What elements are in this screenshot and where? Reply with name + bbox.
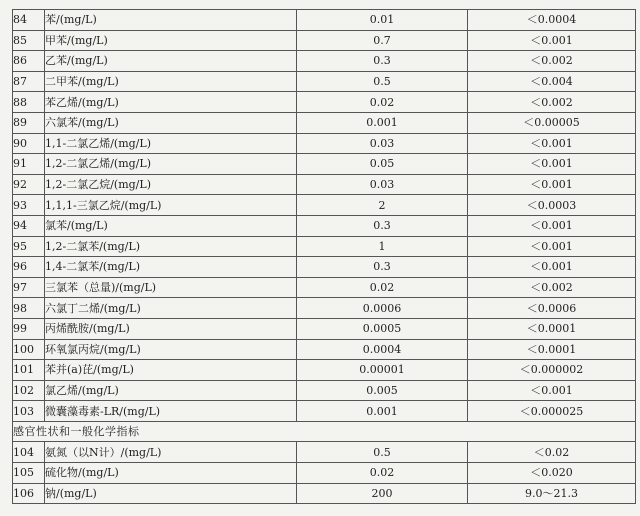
result-value: ＜0.0004 bbox=[468, 10, 636, 31]
table-row bbox=[13, 277, 636, 298]
result-value: ＜0.001 bbox=[468, 257, 636, 278]
section-row bbox=[13, 421, 636, 442]
limit-value: 0.7 bbox=[297, 30, 468, 51]
table-row bbox=[13, 257, 636, 278]
parameter-name: 氨氮（以N计）/(mg/L) bbox=[45, 442, 297, 463]
table-row bbox=[13, 154, 636, 175]
limit-value: 1 bbox=[297, 236, 468, 257]
row-number: 94 bbox=[13, 215, 45, 236]
limit-value: 0.03 bbox=[297, 133, 468, 154]
limit-value: 0.0004 bbox=[297, 339, 468, 360]
table-row bbox=[13, 174, 636, 195]
table-row bbox=[13, 380, 636, 401]
limit-value: 0.03 bbox=[297, 174, 468, 195]
table-row bbox=[13, 463, 636, 484]
limit-value: 0.3 bbox=[297, 215, 468, 236]
section-heading: 感官性状和一般化学指标 bbox=[13, 421, 636, 442]
row-number: 101 bbox=[13, 360, 45, 381]
row-number: 87 bbox=[13, 71, 45, 92]
parameter-name: 六氯苯/(mg/L) bbox=[45, 112, 297, 133]
parameter-name: 硫化物/(mg/L) bbox=[45, 463, 297, 484]
parameter-name: 1,1,1-三氯乙烷/(mg/L) bbox=[45, 195, 297, 216]
result-value: ＜0.004 bbox=[468, 71, 636, 92]
parameter-name: 甲苯/(mg/L) bbox=[45, 30, 297, 51]
limit-value: 0.5 bbox=[297, 71, 468, 92]
table-row bbox=[13, 133, 636, 154]
result-value: ＜0.001 bbox=[468, 30, 636, 51]
parameter-name: 苯乙烯/(mg/L) bbox=[45, 92, 297, 113]
parameter-name: 环氧氯丙烷/(mg/L) bbox=[45, 339, 297, 360]
result-value: ＜0.00005 bbox=[468, 112, 636, 133]
row-number: 92 bbox=[13, 174, 45, 195]
table-row bbox=[13, 112, 636, 133]
result-value: ＜0.0003 bbox=[468, 195, 636, 216]
parameter-name: 三氯苯（总量)/(mg/L) bbox=[45, 277, 297, 298]
row-number: 99 bbox=[13, 318, 45, 339]
row-number: 97 bbox=[13, 277, 45, 298]
row-number: 89 bbox=[13, 112, 45, 133]
limit-value: 0.02 bbox=[297, 277, 468, 298]
parameter-name: 乙苯/(mg/L) bbox=[45, 51, 297, 72]
row-number: 95 bbox=[13, 236, 45, 257]
parameter-name: 1,2-二氯乙烷/(mg/L) bbox=[45, 174, 297, 195]
water-quality-table bbox=[12, 9, 636, 504]
limit-value: 0.05 bbox=[297, 154, 468, 175]
table-row bbox=[13, 360, 636, 381]
result-value: ＜0.002 bbox=[468, 277, 636, 298]
table-row bbox=[13, 30, 636, 51]
table-row bbox=[13, 10, 636, 31]
row-number: 88 bbox=[13, 92, 45, 113]
result-value: ＜0.002 bbox=[468, 92, 636, 113]
result-value: ＜0.001 bbox=[468, 215, 636, 236]
limit-value: 0.001 bbox=[297, 112, 468, 133]
limit-value: 0.02 bbox=[297, 463, 468, 484]
row-number: 84 bbox=[13, 10, 45, 31]
result-value: ＜0.001 bbox=[468, 236, 636, 257]
table-row bbox=[13, 318, 636, 339]
table-row bbox=[13, 401, 636, 422]
row-number: 85 bbox=[13, 30, 45, 51]
parameter-name: 1,1-二氯乙烯/(mg/L) bbox=[45, 133, 297, 154]
limit-value: 0.5 bbox=[297, 442, 468, 463]
parameter-name: 苯/(mg/L) bbox=[45, 10, 297, 31]
table-row bbox=[13, 442, 636, 463]
row-number: 96 bbox=[13, 257, 45, 278]
row-number: 103 bbox=[13, 401, 45, 422]
result-value: ＜0.0001 bbox=[468, 318, 636, 339]
result-value: ＜0.000002 bbox=[468, 360, 636, 381]
parameter-name: 苯并(a)芘/(mg/L) bbox=[45, 360, 297, 381]
row-number: 91 bbox=[13, 154, 45, 175]
parameter-name: 1,4-二氯苯/(mg/L) bbox=[45, 257, 297, 278]
limit-value: 0.0005 bbox=[297, 318, 468, 339]
result-value: ＜0.001 bbox=[468, 154, 636, 175]
limit-value: 2 bbox=[297, 195, 468, 216]
parameter-name: 六氯丁二烯/(mg/L) bbox=[45, 298, 297, 319]
limit-value: 0.001 bbox=[297, 401, 468, 422]
limit-value: 200 bbox=[297, 483, 468, 504]
parameter-name: 氯苯/(mg/L) bbox=[45, 215, 297, 236]
result-value: ＜0.0001 bbox=[468, 339, 636, 360]
table-row bbox=[13, 71, 636, 92]
result-value: 9.0～21.3 bbox=[468, 483, 636, 504]
parameter-name: 二甲苯/(mg/L) bbox=[45, 71, 297, 92]
result-value: ＜0.001 bbox=[468, 380, 636, 401]
parameter-name: 氯乙烯/(mg/L) bbox=[45, 380, 297, 401]
table-row bbox=[13, 339, 636, 360]
parameter-name: 1,2-二氯苯/(mg/L) bbox=[45, 236, 297, 257]
table-row bbox=[13, 92, 636, 113]
result-value: ＜0.0006 bbox=[468, 298, 636, 319]
result-value: ＜0.000025 bbox=[468, 401, 636, 422]
limit-value: 0.01 bbox=[297, 10, 468, 31]
parameter-name: 微囊藻毒素-LR/(mg/L) bbox=[45, 401, 297, 422]
limit-value: 0.005 bbox=[297, 380, 468, 401]
limit-value: 0.3 bbox=[297, 51, 468, 72]
limit-value: 0.00001 bbox=[297, 360, 468, 381]
row-number: 98 bbox=[13, 298, 45, 319]
parameter-name: 钠/(mg/L) bbox=[45, 483, 297, 504]
row-number: 105 bbox=[13, 463, 45, 484]
parameter-name: 丙烯酰胺/(mg/L) bbox=[45, 318, 297, 339]
table-row bbox=[13, 483, 636, 504]
limit-value: 0.02 bbox=[297, 92, 468, 113]
parameter-name: 1,2-二氯乙烯/(mg/L) bbox=[45, 154, 297, 175]
result-value: ＜0.001 bbox=[468, 174, 636, 195]
table-row bbox=[13, 215, 636, 236]
limit-value: 0.0006 bbox=[297, 298, 468, 319]
limit-value: 0.3 bbox=[297, 257, 468, 278]
row-number: 90 bbox=[13, 133, 45, 154]
table-body bbox=[13, 10, 636, 504]
row-number: 106 bbox=[13, 483, 45, 504]
row-number: 100 bbox=[13, 339, 45, 360]
row-number: 86 bbox=[13, 51, 45, 72]
table-row bbox=[13, 195, 636, 216]
table-row bbox=[13, 298, 636, 319]
row-number: 93 bbox=[13, 195, 45, 216]
table-row bbox=[13, 236, 636, 257]
result-value: ＜0.001 bbox=[468, 133, 636, 154]
table-row bbox=[13, 51, 636, 72]
result-value: ＜0.002 bbox=[468, 51, 636, 72]
row-number: 102 bbox=[13, 380, 45, 401]
result-value: ＜0.020 bbox=[468, 463, 636, 484]
row-number: 104 bbox=[13, 442, 45, 463]
result-value: ＜0.02 bbox=[468, 442, 636, 463]
